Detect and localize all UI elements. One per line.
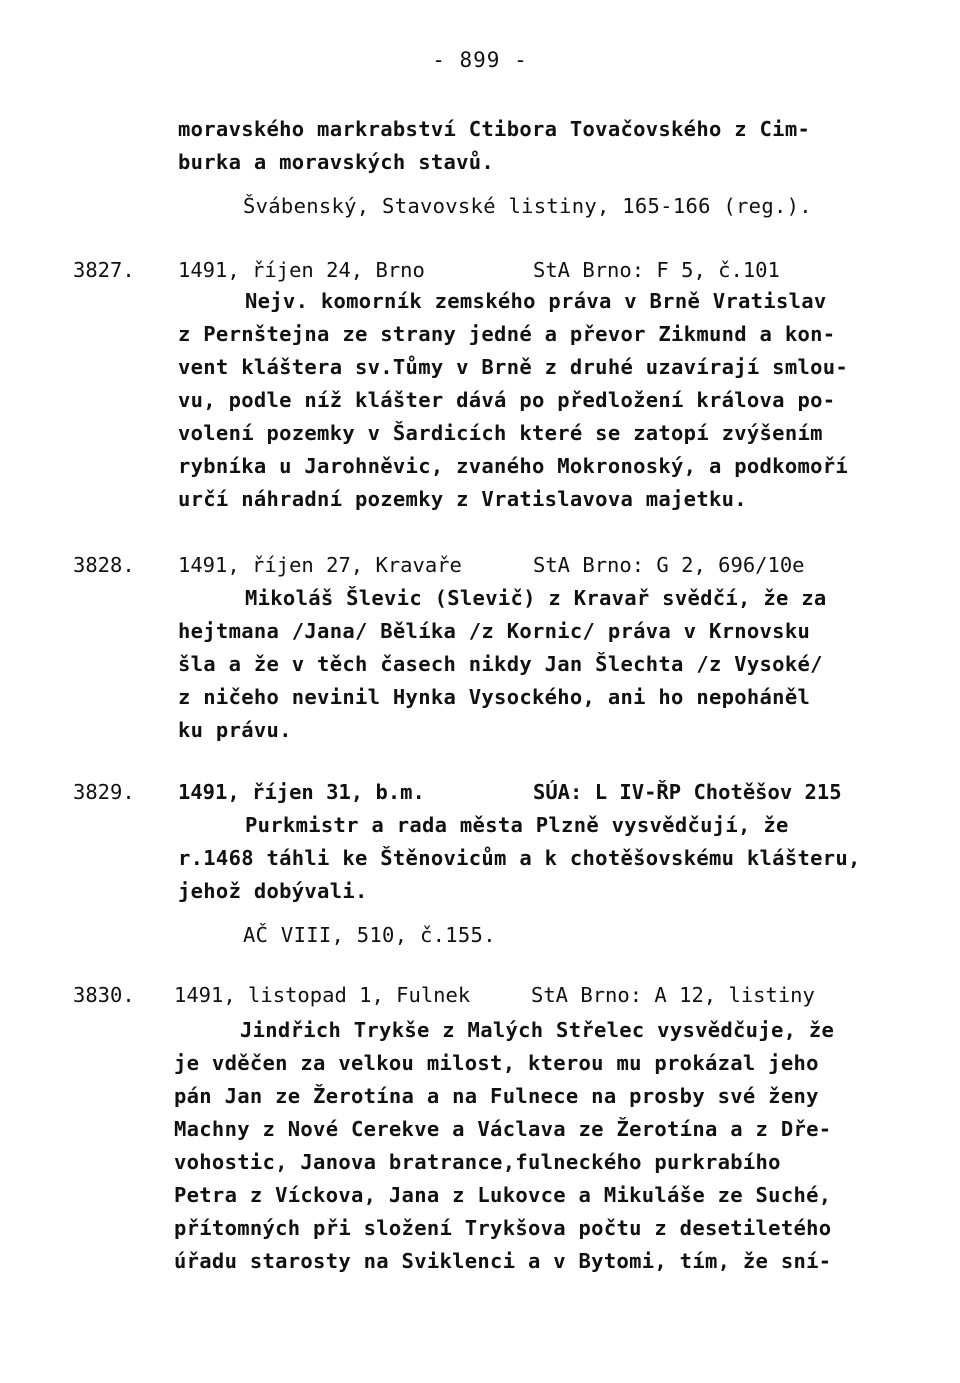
entry-text-line: vu, podle níž klášter dává po předložení králova po- [178, 388, 836, 412]
entry-archive: StA Brno: F 5, č.101 [533, 258, 780, 282]
entry-text-line: úřadu starosty na Sviklenci a v Bytomi, tím, že sní- [174, 1249, 832, 1273]
entry-date-place: 1491, říjen 27, Kravaře [178, 553, 462, 577]
entry-text-line: r.1468 táhli ke Štěnovicům a k chotěšovskému klášteru, [178, 846, 861, 870]
page-number: - 899 - [432, 48, 528, 72]
entry-text-line: Mikoláš Šlevic (Slevič) z Kravař svědčí, že za [245, 586, 827, 610]
entry-archive: SÚA: L IV-ŘP Chotěšov 215 [533, 780, 842, 804]
entry-text-line: ku právu. [178, 718, 292, 742]
entry-number: 3827. [73, 258, 135, 282]
intro-line: burka a moravských stavů. [178, 150, 495, 174]
entry-source: AČ VIII, 510, č.155. [243, 923, 496, 947]
entry-number: 3829. [73, 780, 135, 804]
entry-archive: StA Brno: A 12, listiny [531, 983, 815, 1007]
intro-source: Švábenský, Stavovské listiny, 165-166 (reg.). [243, 194, 812, 218]
entry-text-line: vohostic, Janova bratrance,fulneckého purkrabího [174, 1150, 781, 1174]
intro-line: moravského markrabství Ctibora Tovačovského z Cim- [178, 117, 811, 141]
entry-date-place: 1491, listopad 1, Fulnek [174, 983, 471, 1007]
entry-text-line: jehož dobývali. [178, 879, 368, 903]
entry-text-line: volení pozemky v Šardicích které se zatopí zvýšením [178, 421, 823, 445]
entry-text-line: je vděčen za velkou milost, kterou mu prokázal jeho [174, 1051, 819, 1075]
entry-text-line: Machny z Nové Cerekve a Václava ze Žerotína a z Dře- [174, 1117, 832, 1141]
entry-text-line: pán Jan ze Žerotína a na Fulnece na prosby své ženy [174, 1084, 819, 1108]
entry-text-line: Petra z Víckova, Jana z Lukovce a Mikuláše ze Suché, [174, 1183, 832, 1207]
entry-number: 3828. [73, 553, 135, 577]
entry-archive: StA Brno: G 2, 696/10e [533, 553, 805, 577]
entry-text-line: Purkmistr a rada města Plzně vysvědčují, že [245, 813, 789, 837]
entry-text-line: rybníka u Jarohněvic, zvaného Mokronoský, a podkomoří [178, 454, 849, 478]
entry-text-line: hejtmana /Jana/ Bělíka /z Kornic/ práva v Krnovsku [178, 619, 811, 643]
entry-text-line: vent kláštera sv.Tůmy v Brně z druhé uzavírají smlou- [178, 355, 849, 379]
entry-text-line: určí náhradní pozemky z Vratislavova majetku. [178, 487, 747, 511]
entry-text-line: šla a že v těch časech nikdy Jan Šlechta /z Vysoké/ [178, 652, 823, 676]
entry-text-line: z ničeho nevinil Hynka Vysockého, ani ho nepoháněl [178, 685, 811, 709]
entry-text-line: přítomných při složení Trykšova počtu z desetiletého [174, 1216, 832, 1240]
entry-text-line: Nejv. komorník zemského práva v Brně Vratislav [245, 289, 827, 313]
entry-date-place: 1491, říjen 31, b.m. [178, 780, 425, 804]
entry-text-line: Jindřich Trykše z Malých Střelec vysvědčuje, že [240, 1018, 835, 1042]
entry-text-line: z Pernštejna ze strany jedné a převor Zikmund a kon- [178, 322, 836, 346]
entry-number: 3830. [73, 983, 135, 1007]
entry-date-place: 1491, říjen 24, Brno [178, 258, 425, 282]
